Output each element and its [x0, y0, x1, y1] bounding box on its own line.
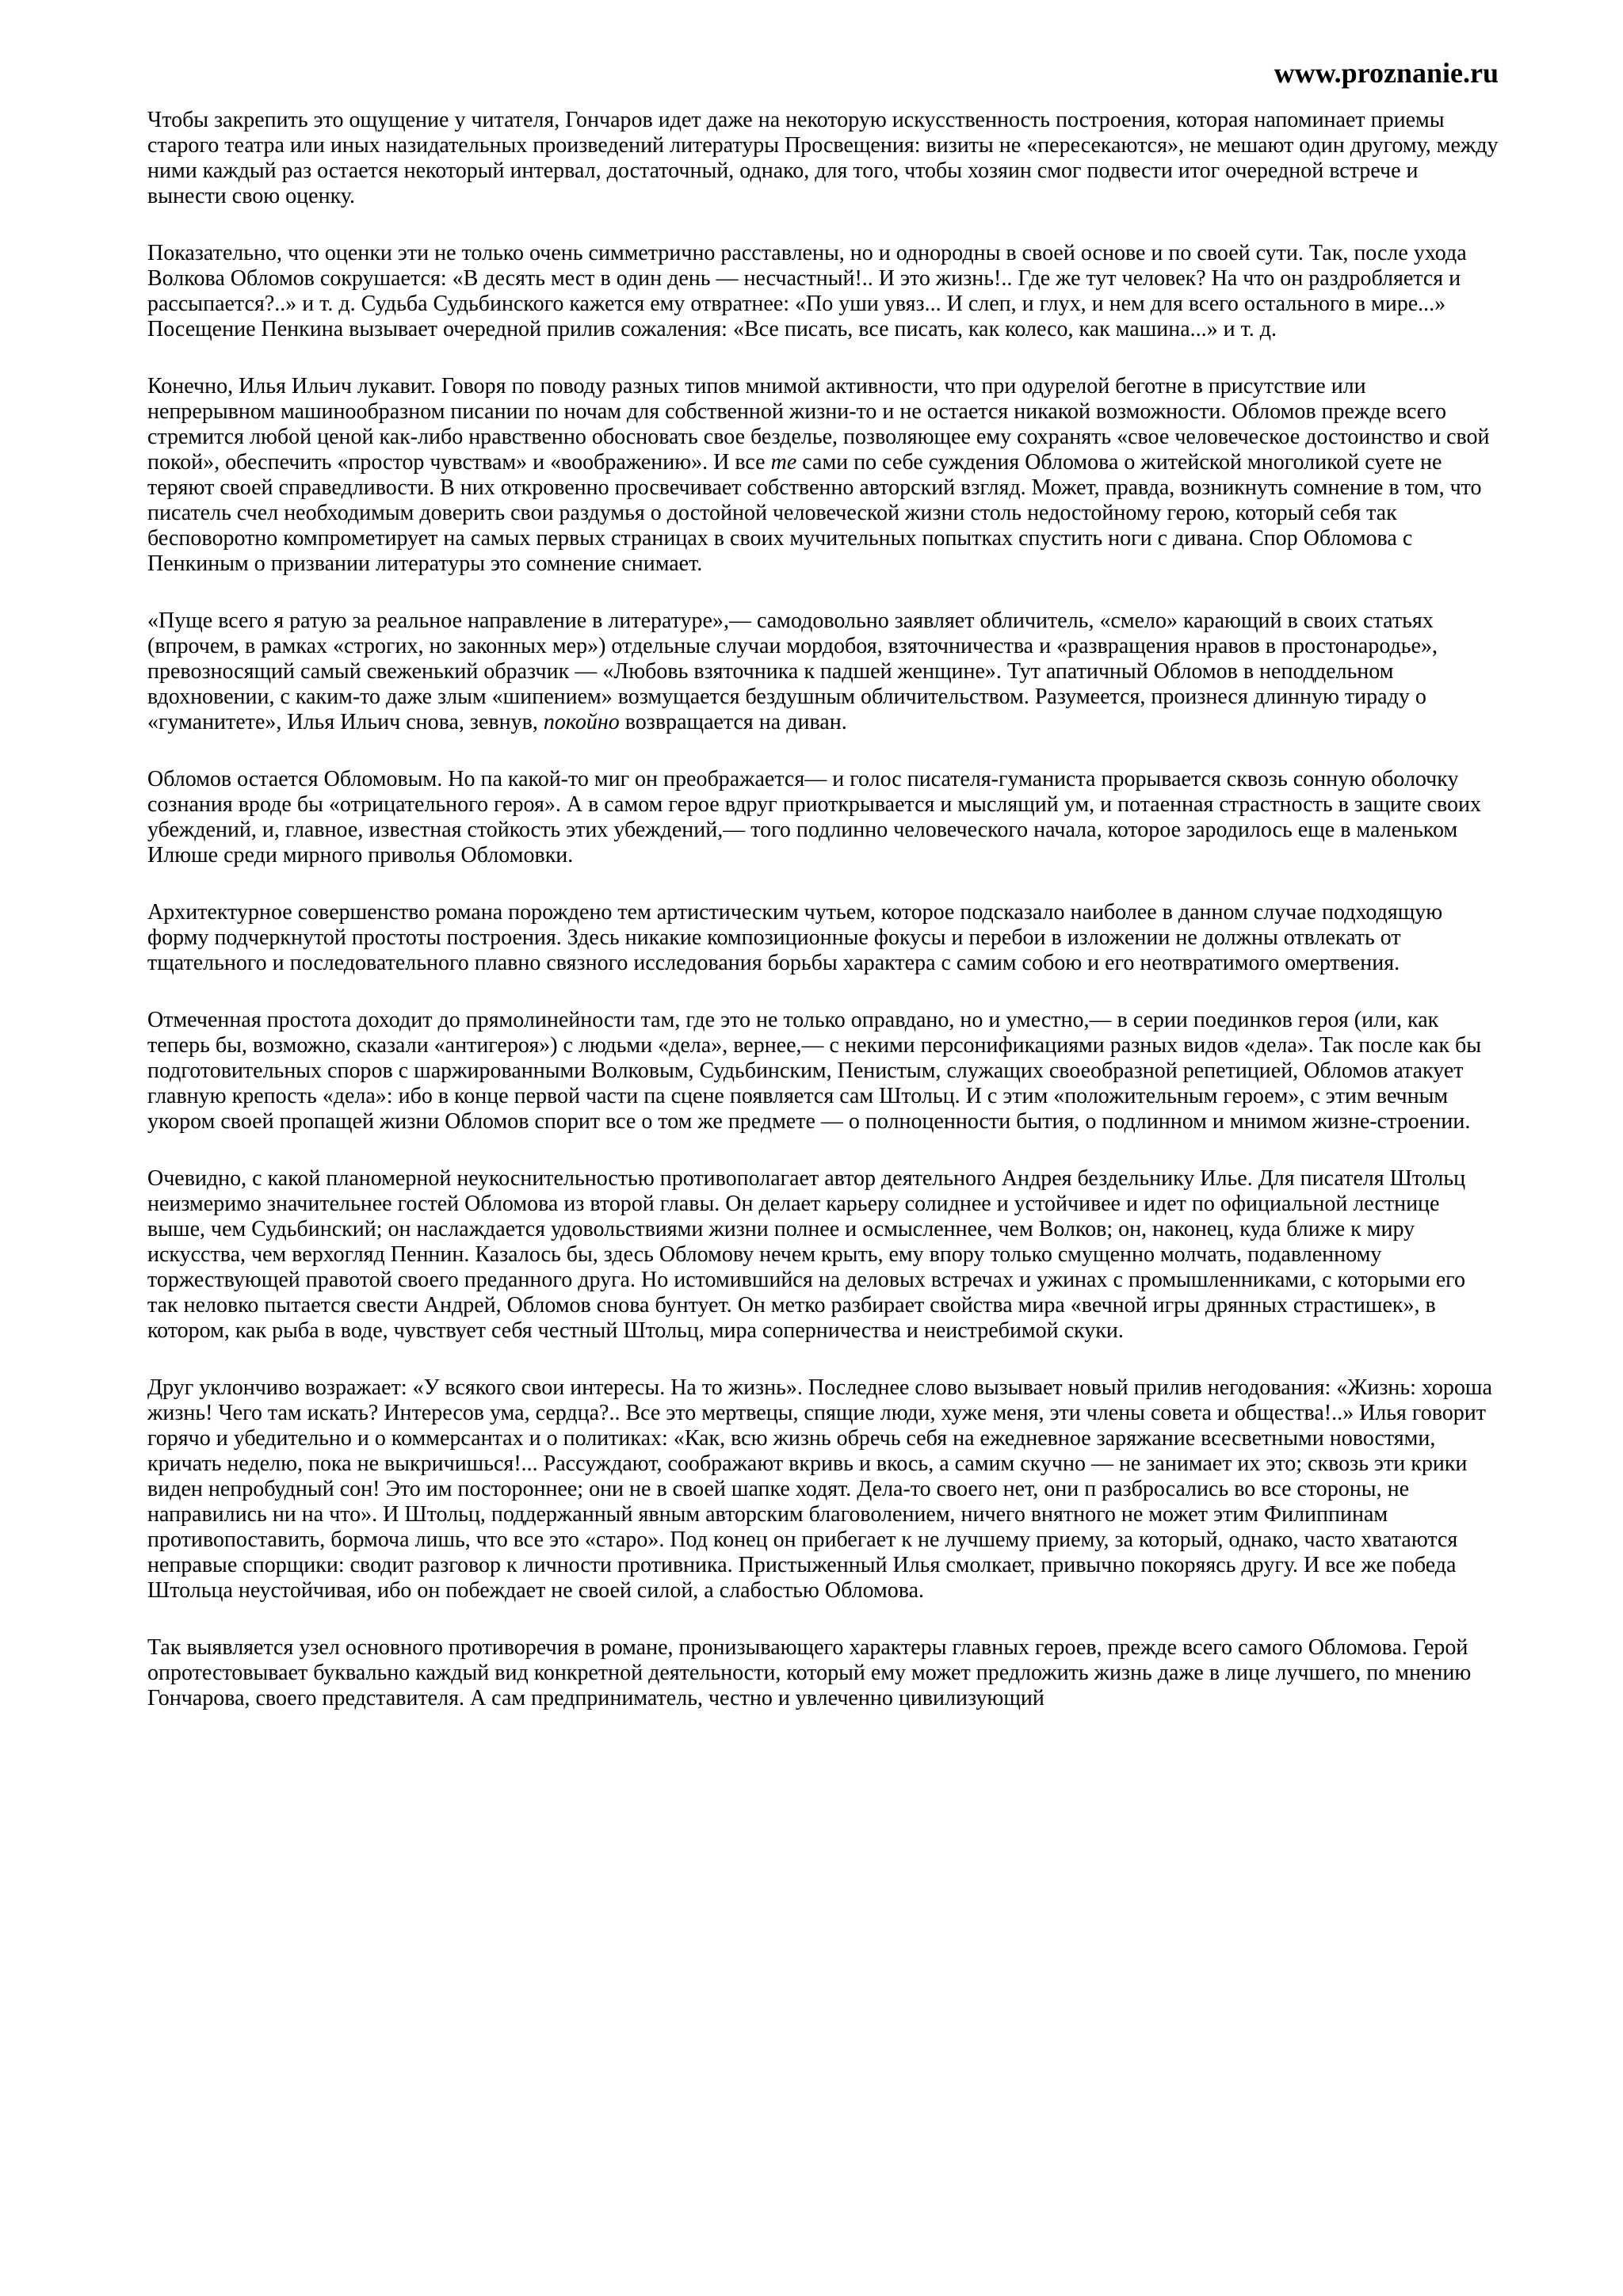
italic-emphasis: покойно: [543, 710, 620, 734]
paragraph-6: [147, 900, 1499, 976]
paragraph-4: [147, 608, 1499, 735]
paragraph-3: [147, 374, 1499, 577]
paragraph-text: Так выявляется узел основного противоречия в романе, пронизывающего характеры главных героев, прежде всего самого Обломова. Герой опротестовывает буквально каждый вид конкретной деятельности, который ему может предложить жизнь даже в лице лучшего, по мнению Гончарова, своего представителя. А сам предприниматель, честно и увлеченно цивилизующий: [147, 1635, 1472, 1711]
paragraph-text: Друг уклончиво возражает: «У всякого свои интересы. На то жизнь». Последнее слово вызывает новый прилив негодования: «Жизнь: хороша жизнь! Чего там искать? Интересов ума, сердца?.. Все это мертвецы, спящие люди, хуже меня, эти члены совета и общества!..» Илья говорит горячо и убедительно и о коммерсантах и о политиках: «Как, всю жизнь обречь себя на ежедневное заряжание всесветными новостями, кричать неделю, пока не выкричишься!... Рассуждают, соображают вкривь и вкось, а самим скучно — не занимает их это; сквозь эти крики виден непробудный сон! Это им постороннее; они не в своей шапке ходят. Дела-то своего нет, они п разбросались во все стороны, не направились ни на что». И Штольц, поддержанный явным авторским благоволением, ничего внятного не может этим Филиппинам противопоставить, бормоча лишь, что все это «старо». Под конец он прибегает к не лучшему приему, за который, однако, часто хватаются неправые спорщики: сводит разговор к личности противника. Пристыженный Илья смолкает, привычно покоряясь другу. И все же победа Штольца неустойчивая, ибо он побеждает не своей силой, а слабостью Обломова.: [147, 1375, 1492, 1603]
paragraph-text: Отмеченная простота доходит до прямолинейности там, где это не только оправдано, но и уместно,— в серии поединков героя (или, как теперь бы, возможно, сказали «антигероя») с людьми «дела», вернее,— с некими персонификациями разных видов «дела». Так после как бы подготовительных споров с шаржированными Волковым, Судьбинским, Пенистым, служащих своеобразной репетицией, Обломов атакует главную крепость «дела»: ибо в конце первой части па сцене появляется сам Штольц. И с этим «положительным героем», с этим вечным укором своей пропащей жизни Обломов спорит все о том же предмете — о полноценности бытия, о подлинном и мнимом жизне-строении.: [147, 1008, 1482, 1134]
paragraph-2: [147, 241, 1499, 342]
paragraph-text: «Пуще всего я ратую за реальное направление в литературе»,— самодовольно заявляет обличитель, «смело» карающий в своих статьях (впрочем, в рамках «строгих, но законных мер») отдельные случаи мордобоя, взяточничества и «развращения нравов в простонародье», превозносящий самый свеженький образчик — «Любовь взяточника к падшей женщине». Тут апатичный Обломов в неподдельном вдохновении, с каким-то даже злым «шипением» возмущается бездушным обличительством. Разумеется, произнеся длинную тираду о «гуманитете», Илья Ильич снова, зевнув,: [147, 608, 1438, 734]
document-page: [147, 55, 1499, 1743]
paragraph-text: Обломов остается Обломовым. Но па какой-то миг он преображается— и голос писателя-гуманиста прорывается сквозь сонную оболочку сознания вроде бы «отрицательного героя». А в самом герое вдруг приоткрывается и мыслящий ум, и потаенная страстность в защите своих убеждений, и, главное, известная стойкость этих убеждений,— того подлинно человеческого начала, которое зародилось еще в маленьком Илюше среди мирного приволья Обломовки.: [147, 767, 1481, 868]
italic-emphasis: те: [770, 450, 797, 475]
paragraph-7: [147, 1008, 1499, 1135]
paragraph-8: [147, 1166, 1499, 1344]
paragraph-text: Показательно, что оценки эти не только очень симметрично расставлены, но и однородны в своей основе и по своей сути. Так, после ухода Волкова Обломов сокрушается: «В десять мест в один день — несчастный!.. И это жизнь!.. Где же тут человек? На что он раздробляется и рассыпается?..» и т. д. Судьба Судьбинского кажется ему отвратнее: «По уши увяз... И слеп, и глух, и нем для всего остального в мире...» Посещение Пенкина вызывает очередной прилив сожаления: «Все писать, все писать, как колесо, как машина...» и т. д.: [147, 241, 1467, 341]
site-url[interactable]: www.proznanie.ru: [1274, 57, 1499, 89]
paragraph-1: [147, 108, 1499, 209]
paragraph-text: Очевидно, с какой планомерной неукоснительностью противополагает автор деятельного Андрея бездельнику Илье. Для писателя Штольц неизмеримо значительнее гостей Обломова из второй главы. Он делает карьеру солиднее и устойчивее и идет по официальной лестнице выше, чем Судьбинский; он наслаждается удовольствиями жизни полнее и осмысленнее, чем Волков; он, наконец, куда ближе к миру искусства, чем верхогляд Пеннин. Казалось бы, здесь Обломову нечем крыть, ему впору только смущенно молчать, подавленному торжествующей правотой своего преданного друга. Но истомившийся на деловых встречах и ужинах с промышленниками, с которыми его так неловко пытается свести Андрей, Обломов снова бунтует. Он метко разбирает свойства мира «вечной игры дрянных страстишек», в котором, как рыба в воде, чувствует себя честный Штольц, мира соперничества и неистребимой скуки.: [147, 1166, 1466, 1343]
paragraph-text: Чтобы закрепить это ощущение у читателя, Гончаров идет даже на некоторую искусственность построения, которая напоминает приемы старого театра или иных назидательных произведений литературы Просвещения: визиты не «пересекаются», не мешают один другому, между ними каждый раз остается некоторый интервал, достаточный, однако, для того, чтобы хозяин смог подвести итог очередной встрече и вынести свою оценку.: [147, 108, 1499, 208]
paragraph-9: [147, 1375, 1499, 1604]
paragraph-text: Конечно, Илья Ильич лукавит. Говоря по поводу разных типов мнимой активности, что при одурелой беготне в присутствие или непрерывном машинообразном писании по ночам для собственной жизни-то и не остается никакой возможности. Обломов прежде всего стремится любой ценой как-либо нравственно обосновать свое безделье, позволяющее ему сохранять «свое человеческое достоинство и свой покой», обеспечить «простор чувствам» и «воображению». И все: [147, 374, 1490, 475]
paragraph-text: Архитектурное совершенство романа порождено тем артистическим чутьем, которое подсказало наиболее в данном случае подходящую форму подчеркнутой простоты построения. Здесь никакие композиционные фокусы и перебои в изложении не должны отвлекать от тщательного и последовательного плавно связного исследования борьбы характера с самим собою и его неотвратимого омертвения.: [147, 900, 1443, 975]
paragraph-5: [147, 767, 1499, 868]
paragraph-text: сами по себе суждения Обломова о житейской многоликой суете не теряют своей справедливости. В них откровенно просвечивает собственно авторский взгляд. Может, правда, возникнуть сомнение в том, что писатель счел необходимым доверить свои раздумья о достойной человеческой жизни столь недостойному герою, который себя так бесповоротно компрометирует на самых первых страницах в своих мучительных попытках спустить ноги с дивана. Спор Обломова с Пенкиным о призвании литературы это сомнение снимает.: [147, 450, 1482, 576]
paragraph-text: возвращается на диван.: [619, 710, 847, 734]
paragraph-10: [147, 1635, 1499, 1711]
